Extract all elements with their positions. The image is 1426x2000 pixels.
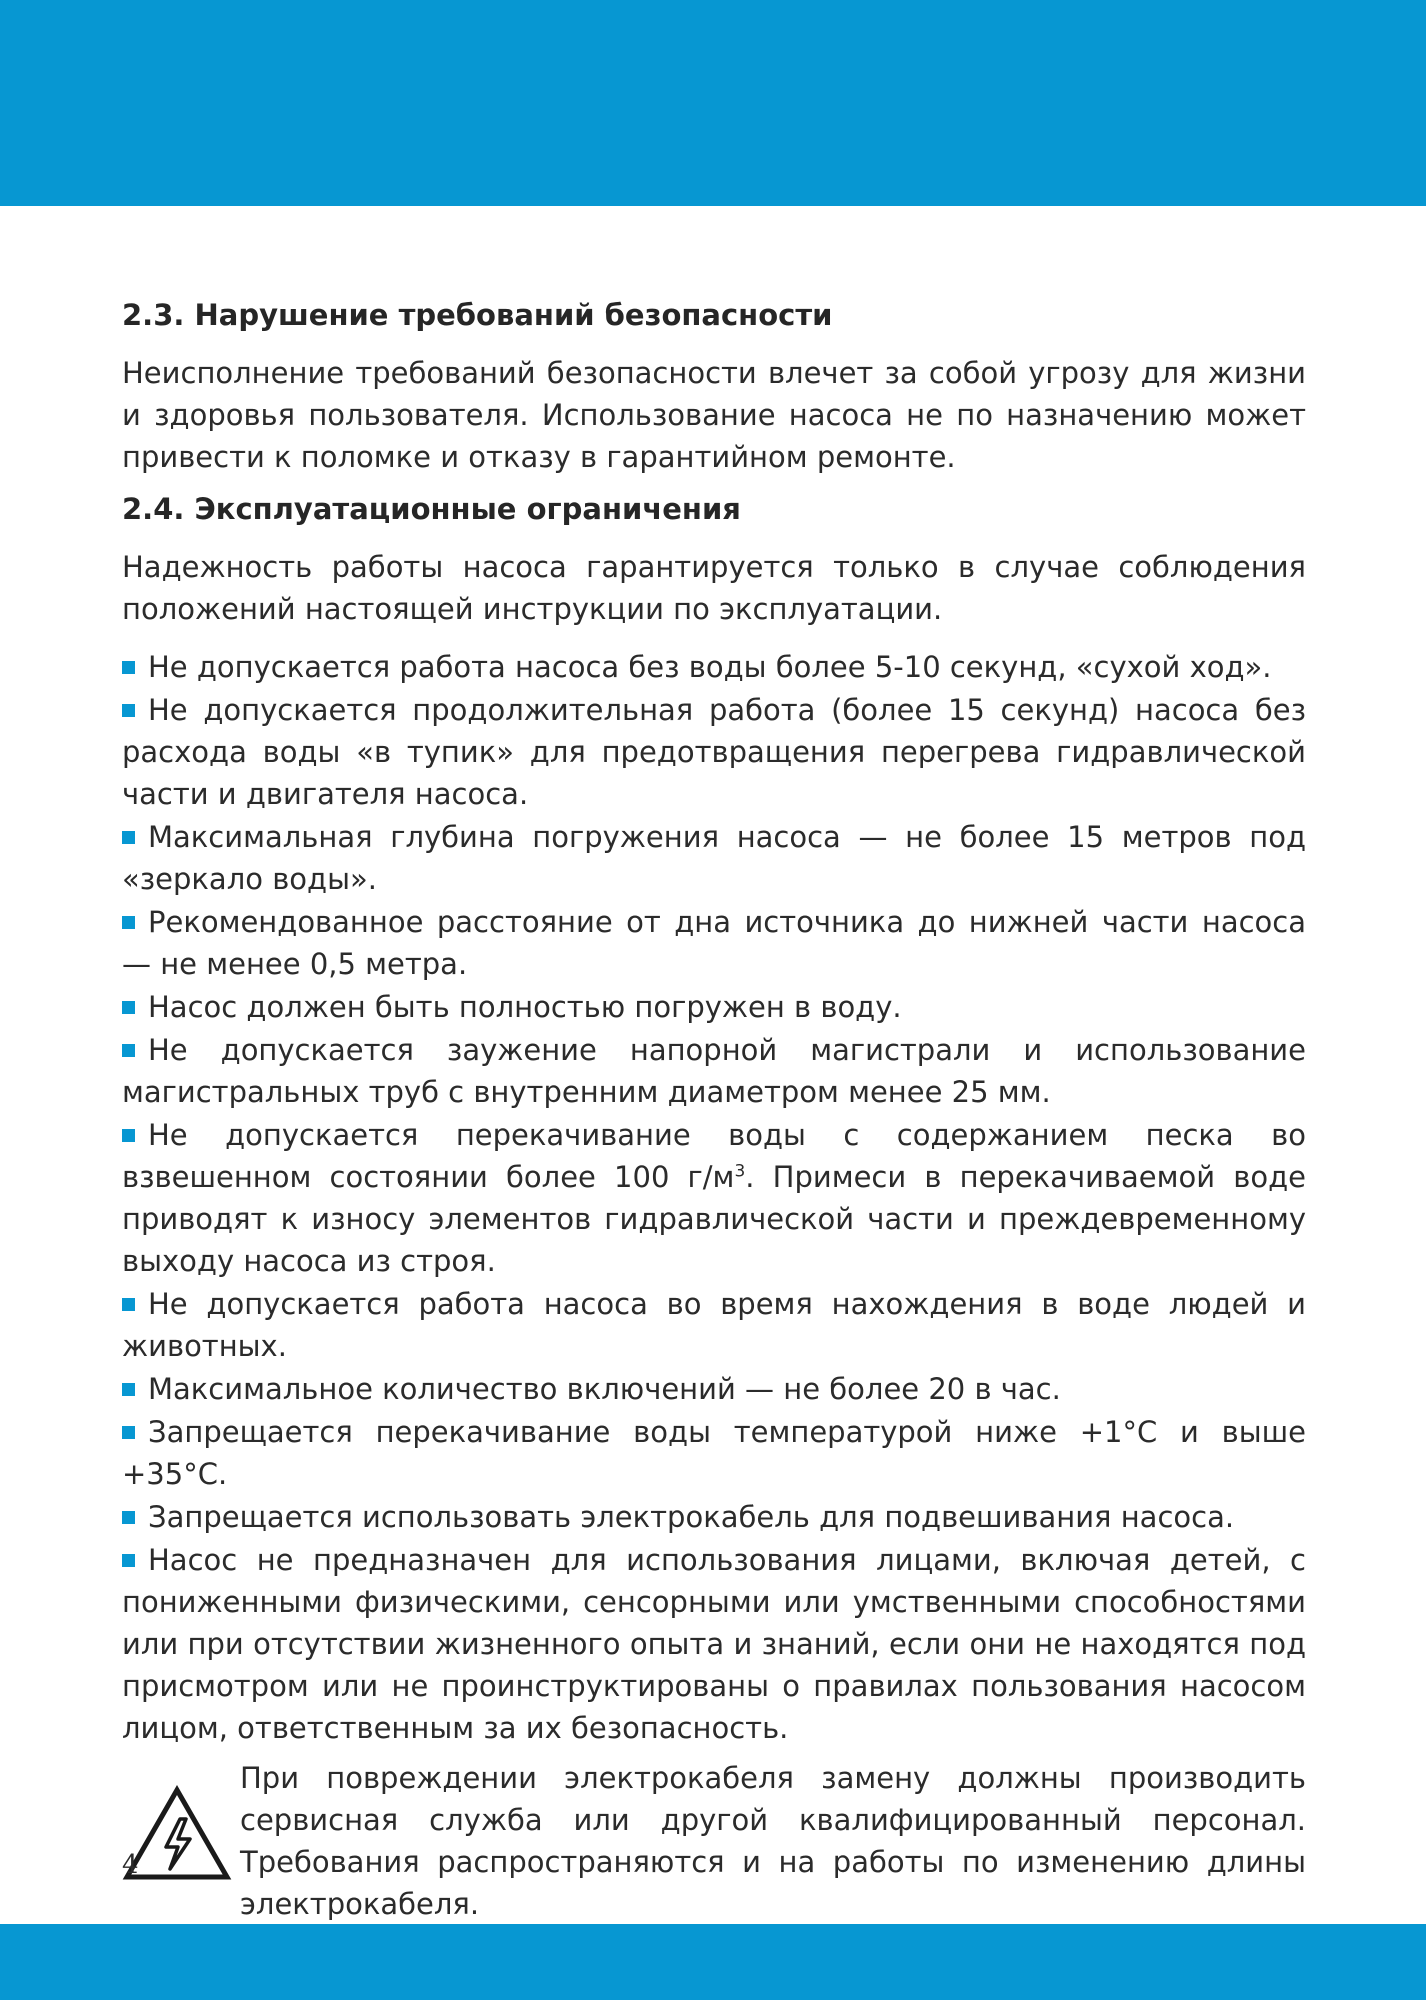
page-content (122, 290, 1306, 1925)
bullet-square-icon (122, 1511, 135, 1524)
list-item: Насос не предназначен для использования лицами, включая детей, с пониженными физическими, сенсорными или умственными способностями или при отсутствии жизненного опыта и знаний, если они не находятся под присмотром или не проинструктированы о правилах пользования насосом лицом, ответственным за их безопасность. (122, 1543, 1306, 1745)
header-band (0, 0, 1426, 206)
list-item: Запрещается перекачивание воды температурой ниже +1°С и выше +35°С. (122, 1415, 1306, 1491)
bullet-square-icon (122, 1426, 135, 1439)
bullet-square-icon (122, 1044, 135, 1057)
warning-text: При повреждении электрокабеля замену должны производить сервисная служба или другой квалифицированный персонал. Требования распространяются и на работы по изменению длины электрокабеля. (240, 1761, 1306, 1921)
bullet-square-icon (122, 1129, 135, 1142)
section-2-3-text: Неисполнение требований безопасности влечет за собой угрозу для жизни и здоровья пользователя. Использование насоса не по назначению может привести к поломке и отказу в гарантийном ремонте. (122, 356, 1306, 474)
bullet-square-icon (122, 831, 135, 844)
section-2-4-title: 2.4. Эксплуатационные ограничения (122, 492, 741, 526)
list-item: Максимальное количество включений — не более 20 в час. (122, 1368, 1306, 1410)
bullet-square-icon (122, 916, 135, 929)
list-item: Насос должен быть полностью погружен в воду. (122, 986, 1306, 1028)
list-item: Рекомендованное расстояние от дна источника до нижней части насоса — не менее 0,5 метра. (122, 905, 1306, 981)
bullet-square-icon (122, 1383, 135, 1396)
list-item: Не допускается работа насоса во время нахождения в воде людей и животных. (122, 1287, 1306, 1363)
footer-band (0, 1924, 1426, 2000)
list-item: Не допускается заужение напорной магистрали и использование магистральных труб с внутренним диаметром менее 25 мм. (122, 1033, 1306, 1109)
page-number: 4 (122, 1850, 139, 1880)
list-item: Максимальная глубина погружения насоса — не более 15 метров под «зеркало воды». (122, 820, 1306, 896)
section-2-3-title: 2.3. Нарушение требований безопасности (122, 298, 833, 332)
section-2-4-intro: Надежность работы насоса гарантируется только в случае соблюдения положений настоящей инструкции по эксплуатации. (122, 550, 1306, 626)
list-item: Запрещается использовать электрокабель для подвешивания насоса. (122, 1496, 1306, 1538)
list-item: Не допускается работа насоса без воды более 5-10 секунд, «сухой ход». (122, 646, 1306, 688)
electrical-warning (122, 1757, 1306, 1925)
bullet-square-icon (122, 1554, 135, 1567)
list-item: Не допускается перекачивание воды с содержанием песка во взвешенном состоянии более 100 $г/м^3$. Примеси в перекачиваемой воде приводят к износу элементов гидравлической части и преждевременному выходу насоса из строя. (122, 1118, 1306, 1278)
bullet-square-icon (122, 661, 135, 674)
bullet-square-icon (122, 704, 135, 717)
bullet-square-icon (122, 1298, 135, 1311)
bullet-square-icon (122, 1001, 135, 1014)
list-item: Не допускается продолжительная работа (более 15 секунд) насоса без расхода воды «в тупик» для предотвращения перегрева гидравлической части и двигателя насоса. (122, 693, 1306, 811)
